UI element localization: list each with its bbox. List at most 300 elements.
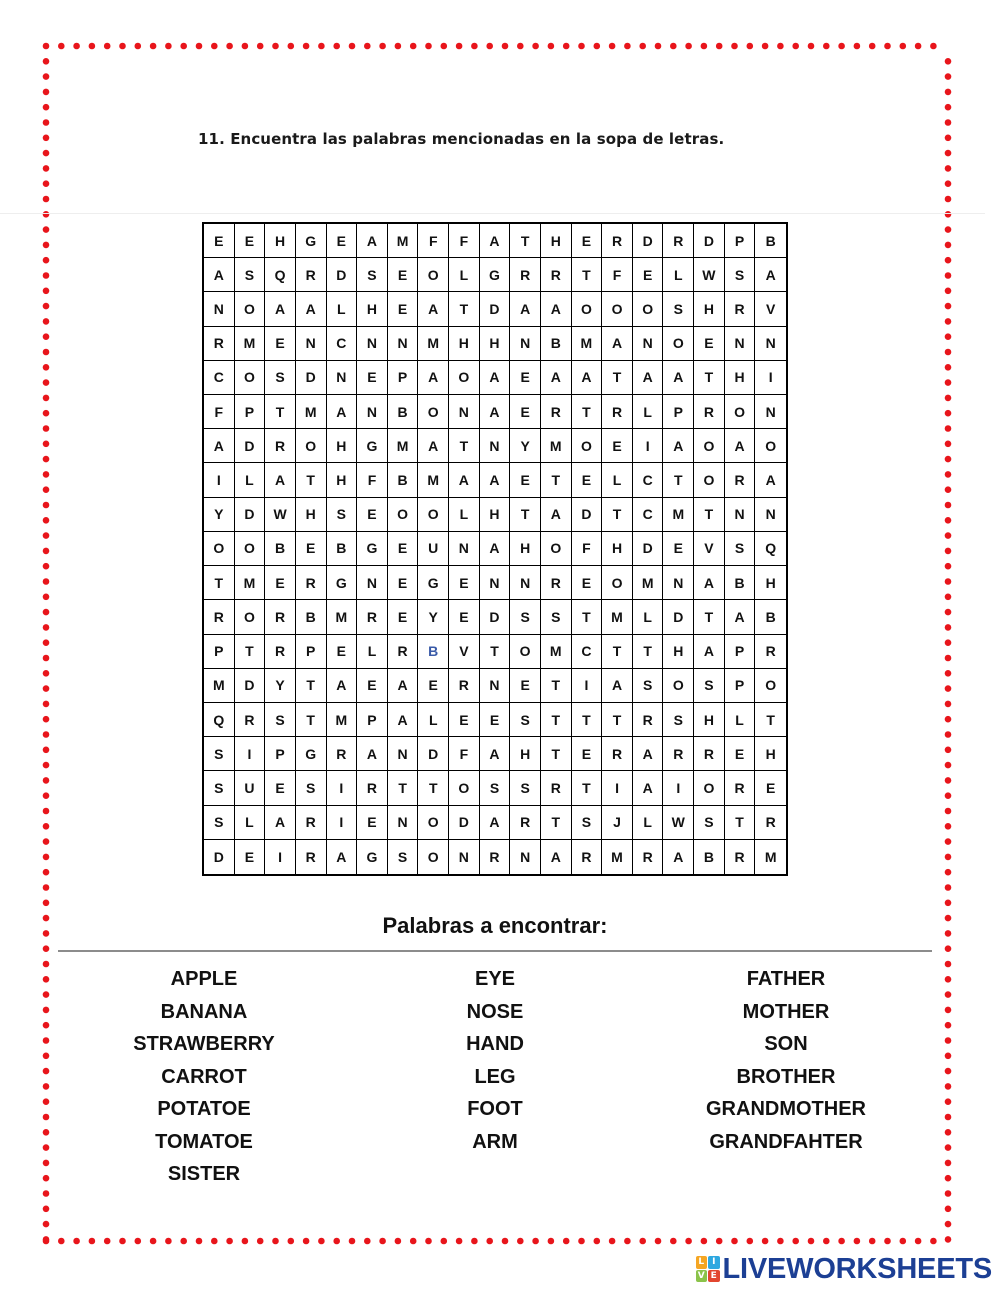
border-dot <box>945 333 952 340</box>
grid-cell: B <box>755 600 786 634</box>
grid-cell: H <box>541 224 572 258</box>
grid-cell: G <box>480 258 511 292</box>
grid-cell: D <box>480 292 511 326</box>
border-dot <box>43 884 50 891</box>
border-dot <box>43 441 50 448</box>
border-dot <box>945 532 952 539</box>
grid-cell: N <box>510 566 541 600</box>
grid-cell: G <box>357 532 388 566</box>
grid-cell: H <box>694 703 725 737</box>
border-dot <box>945 747 952 754</box>
divider <box>0 213 985 214</box>
border-dot <box>43 58 50 65</box>
border-dot <box>43 670 50 677</box>
grid-cell: E <box>418 669 449 703</box>
border-dot <box>43 1129 50 1136</box>
grid-cell: S <box>725 532 756 566</box>
grid-cell: D <box>418 737 449 771</box>
grid-cell: T <box>694 498 725 532</box>
grid-cell: W <box>663 806 694 840</box>
border-dot <box>58 1238 65 1245</box>
border-dot <box>945 639 952 646</box>
grid-cell: R <box>327 737 358 771</box>
border-dot <box>43 257 50 264</box>
grid-cell: E <box>357 669 388 703</box>
grid-cell: E <box>265 327 296 361</box>
grid-cell: A <box>480 463 511 497</box>
grid-cell: G <box>418 566 449 600</box>
grid-cell: A <box>480 361 511 395</box>
grid-cell: E <box>694 327 725 361</box>
border-dot <box>930 43 937 50</box>
border-dot <box>43 43 50 50</box>
grid-cell: L <box>449 498 480 532</box>
grid-cell: S <box>204 771 235 805</box>
border-dot <box>196 43 203 50</box>
border-dot <box>945 73 952 80</box>
word-list-item: NOSE <box>466 1000 524 1023</box>
grid-cell: R <box>235 703 266 737</box>
grid-cell: O <box>694 463 725 497</box>
grid-cell: H <box>449 327 480 361</box>
grid-cell: S <box>663 292 694 326</box>
grid-cell: R <box>204 327 235 361</box>
grid-cell: A <box>357 224 388 258</box>
grid-cell: O <box>449 361 480 395</box>
grid-cell: E <box>357 498 388 532</box>
border-dot <box>945 395 952 402</box>
border-dot <box>104 1238 111 1245</box>
grid-cell: H <box>480 327 511 361</box>
grid-cell: R <box>725 771 756 805</box>
border-dot <box>43 1037 50 1044</box>
grid-cell: Q <box>265 258 296 292</box>
grid-cell: A <box>388 669 419 703</box>
border-dot <box>43 1175 50 1182</box>
grid-cell: N <box>510 327 541 361</box>
grid-cell: A <box>327 840 358 874</box>
border-dot <box>150 43 157 50</box>
grid-cell: M <box>327 600 358 634</box>
border-dot <box>288 43 295 50</box>
grid-cell: A <box>541 292 572 326</box>
grid-cell: E <box>572 737 603 771</box>
grid-cell: H <box>327 463 358 497</box>
grid-cell: O <box>694 429 725 463</box>
border-dot <box>869 43 876 50</box>
border-dot <box>808 43 815 50</box>
border-dot <box>180 43 187 50</box>
grid-cell: R <box>725 463 756 497</box>
grid-cell: A <box>694 566 725 600</box>
border-dot <box>532 1238 539 1245</box>
grid-cell: T <box>296 463 327 497</box>
border-dot <box>456 43 463 50</box>
grid-cell: R <box>449 669 480 703</box>
border-dot <box>792 43 799 50</box>
border-dot <box>43 563 50 570</box>
liveworksheets-logo <box>696 1252 993 1286</box>
border-dot <box>303 1238 310 1245</box>
border-dot <box>915 43 922 50</box>
grid-cell: S <box>296 771 327 805</box>
grid-cell: O <box>510 635 541 669</box>
grid-cell: N <box>663 566 694 600</box>
grid-cell: A <box>725 429 756 463</box>
border-dot <box>364 43 371 50</box>
border-dot <box>945 119 952 126</box>
border-dot <box>43 716 50 723</box>
grid-cell: R <box>755 635 786 669</box>
border-dot <box>701 43 708 50</box>
border-dot <box>563 43 570 50</box>
border-dot <box>945 471 952 478</box>
grid-cell: A <box>357 737 388 771</box>
grid-cell: S <box>204 737 235 771</box>
grid-cell: R <box>541 395 572 429</box>
grid-cell: N <box>755 395 786 429</box>
grid-cell: G <box>296 224 327 258</box>
border-dot <box>945 349 952 356</box>
grid-cell: D <box>480 600 511 634</box>
border-dot <box>945 900 952 907</box>
grid-cell: S <box>204 806 235 840</box>
grid-cell: B <box>388 463 419 497</box>
border-dot <box>945 89 952 96</box>
grid-cell: O <box>296 429 327 463</box>
grid-cell: L <box>663 258 694 292</box>
border-dot <box>43 318 50 325</box>
border-dot <box>747 43 754 50</box>
grid-cell: A <box>755 258 786 292</box>
border-dot <box>43 456 50 463</box>
border-dot <box>43 333 50 340</box>
border-dot <box>945 410 952 417</box>
border-dot <box>945 991 952 998</box>
border-dot <box>945 945 952 952</box>
grid-cell: F <box>418 224 449 258</box>
grid-cell: G <box>296 737 327 771</box>
grid-cell: T <box>541 463 572 497</box>
border-dot <box>945 609 952 616</box>
grid-cell: R <box>510 806 541 840</box>
grid-cell: O <box>725 395 756 429</box>
border-dot <box>165 1238 172 1245</box>
grid-cell: T <box>388 771 419 805</box>
border-dot <box>716 43 723 50</box>
grid-cell: E <box>480 703 511 737</box>
grid-cell: B <box>694 840 725 874</box>
border-dot <box>945 869 952 876</box>
grid-cell: S <box>694 806 725 840</box>
border-dot <box>73 43 80 50</box>
border-dot <box>73 1238 80 1245</box>
border-dot <box>43 288 50 295</box>
grid-cell: L <box>357 635 388 669</box>
grid-cell: A <box>418 429 449 463</box>
border-dot <box>165 43 172 50</box>
border-dot <box>43 532 50 539</box>
grid-cell: R <box>572 840 603 874</box>
border-dot <box>945 777 952 784</box>
border-dot <box>43 119 50 126</box>
border-dot <box>945 578 952 585</box>
grid-cell: E <box>327 635 358 669</box>
border-dot <box>43 1022 50 1029</box>
grid-cell: E <box>510 463 541 497</box>
logo-tile: L <box>696 1256 708 1269</box>
word-column-2 <box>365 963 625 1158</box>
border-dot <box>731 43 738 50</box>
grid-cell: O <box>663 327 694 361</box>
grid-cell: O <box>755 429 786 463</box>
border-dot <box>43 1190 50 1197</box>
border-dot <box>945 1236 952 1243</box>
grid-cell: S <box>357 258 388 292</box>
border-dot <box>425 43 432 50</box>
border-dot <box>823 1238 830 1245</box>
border-dot <box>945 961 952 968</box>
border-dot <box>43 1238 50 1245</box>
border-dot <box>89 43 96 50</box>
grid-cell: M <box>418 463 449 497</box>
grid-cell: A <box>633 771 664 805</box>
border-dot <box>486 1238 493 1245</box>
grid-cell: N <box>204 292 235 326</box>
border-dot <box>43 655 50 662</box>
border-dot <box>211 1238 218 1245</box>
grid-cell: N <box>357 327 388 361</box>
border-dot <box>945 823 952 830</box>
grid-cell: E <box>388 292 419 326</box>
grid-cell: M <box>633 566 664 600</box>
grid-cell: Q <box>755 532 786 566</box>
border-dot <box>379 1238 386 1245</box>
grid-cell: O <box>418 258 449 292</box>
border-dot <box>594 1238 601 1245</box>
border-dot <box>272 1238 279 1245</box>
grid-cell: A <box>480 806 511 840</box>
grid-cell: P <box>725 669 756 703</box>
grid-cell: E <box>388 258 419 292</box>
border-dot <box>945 303 952 310</box>
border-dot <box>945 624 952 631</box>
grid-cell: D <box>694 224 725 258</box>
border-dot <box>945 165 952 172</box>
border-dot <box>945 1144 952 1151</box>
grid-cell: R <box>357 600 388 634</box>
grid-cell: T <box>694 600 725 634</box>
grid-cell: N <box>725 498 756 532</box>
grid-cell: R <box>694 737 725 771</box>
grid-cell: J <box>602 806 633 840</box>
grid-cell: T <box>296 703 327 737</box>
grid-cell: A <box>204 429 235 463</box>
grid-cell: H <box>725 361 756 395</box>
grid-cell: F <box>602 258 633 292</box>
grid-cell: A <box>449 463 480 497</box>
grid-cell: M <box>572 327 603 361</box>
grid-cell: T <box>541 669 572 703</box>
grid-cell: R <box>357 771 388 805</box>
border-dot <box>288 1238 295 1245</box>
grid-cell: U <box>235 771 266 805</box>
border-dot <box>226 1238 233 1245</box>
border-dot <box>945 792 952 799</box>
grid-cell: V <box>755 292 786 326</box>
border-dot <box>43 701 50 708</box>
border-dot <box>257 1238 264 1245</box>
grid-cell: Y <box>418 600 449 634</box>
border-dot <box>578 1238 585 1245</box>
border-dot <box>639 43 646 50</box>
border-dot <box>777 1238 784 1245</box>
grid-cell: N <box>357 566 388 600</box>
grid-cell: H <box>327 429 358 463</box>
border-dot <box>395 43 402 50</box>
grid-cell: P <box>388 361 419 395</box>
border-dot <box>945 1007 952 1014</box>
grid-cell: H <box>296 498 327 532</box>
border-dot <box>43 777 50 784</box>
grid-cell: M <box>602 840 633 874</box>
border-dot <box>43 900 50 907</box>
grid-cell: T <box>694 361 725 395</box>
border-dot <box>43 1206 50 1213</box>
word-list-item: HAND <box>466 1033 524 1055</box>
grid-cell: E <box>235 224 266 258</box>
grid-cell: F <box>449 224 480 258</box>
border-dot <box>777 43 784 50</box>
border-dot <box>242 1238 249 1245</box>
border-dot <box>410 1238 417 1245</box>
grid-cell: I <box>602 771 633 805</box>
border-dot <box>945 456 952 463</box>
grid-cell: A <box>541 361 572 395</box>
border-dot <box>945 1221 952 1228</box>
grid-cell: F <box>449 737 480 771</box>
border-dot <box>43 471 50 478</box>
border-dot <box>43 594 50 601</box>
border-dot <box>869 1238 876 1245</box>
border-dot <box>655 1238 662 1245</box>
grid-cell: H <box>755 566 786 600</box>
grid-cell: F <box>572 532 603 566</box>
border-dot <box>349 1238 356 1245</box>
grid-cell: S <box>510 600 541 634</box>
border-dot <box>945 104 952 111</box>
grid-cell: F <box>204 395 235 429</box>
logo-tile: I <box>708 1256 720 1269</box>
grid-cell: T <box>602 361 633 395</box>
border-dot <box>441 43 448 50</box>
border-dot <box>945 1083 952 1090</box>
grid-cell: A <box>480 395 511 429</box>
border-dot <box>318 43 325 50</box>
border-dot <box>945 1053 952 1060</box>
grid-cell: R <box>541 771 572 805</box>
grid-cell: A <box>755 463 786 497</box>
grid-cell: E <box>510 361 541 395</box>
border-dot <box>135 43 142 50</box>
border-dot <box>43 1236 50 1243</box>
border-dot <box>43 1083 50 1090</box>
border-dot <box>945 1114 952 1121</box>
border-dot <box>823 43 830 50</box>
border-dot <box>854 43 861 50</box>
grid-cell: R <box>265 429 296 463</box>
grid-cell: R <box>204 600 235 634</box>
border-dot <box>43 1007 50 1014</box>
grid-cell: E <box>204 224 235 258</box>
grid-cell: L <box>633 806 664 840</box>
grid-cell: L <box>725 703 756 737</box>
grid-cell: R <box>602 737 633 771</box>
grid-cell: S <box>725 258 756 292</box>
word-list-item: BANANA <box>160 1000 248 1023</box>
border-dot <box>379 43 386 50</box>
border-dot <box>945 838 952 845</box>
border-dot <box>43 1068 50 1075</box>
grid-cell: N <box>357 395 388 429</box>
grid-cell: N <box>296 327 327 361</box>
border-dot <box>945 1022 952 1029</box>
grid-cell: T <box>449 292 480 326</box>
grid-cell: A <box>663 361 694 395</box>
grid-cell: M <box>296 395 327 429</box>
border-dot <box>945 884 952 891</box>
border-dot <box>655 43 662 50</box>
word-list-item: TOMATOE <box>155 1130 253 1153</box>
border-dot <box>945 379 952 386</box>
border-dot <box>945 655 952 662</box>
grid-cell: H <box>510 737 541 771</box>
border-dot <box>43 104 50 111</box>
border-dot <box>502 1238 509 1245</box>
grid-cell: N <box>449 395 480 429</box>
grid-cell: A <box>725 600 756 634</box>
grid-cell: O <box>755 669 786 703</box>
border-dot <box>624 43 631 50</box>
grid-cell: P <box>265 737 296 771</box>
logo-tile: E <box>708 1270 720 1283</box>
border-dot <box>945 1175 952 1182</box>
word-column-1 <box>74 963 334 1191</box>
grid-cell: M <box>235 566 266 600</box>
grid-cell: O <box>388 498 419 532</box>
grid-cell: I <box>633 429 664 463</box>
border-dot <box>43 150 50 157</box>
grid-cell: T <box>510 224 541 258</box>
grid-cell: E <box>388 532 419 566</box>
liveworksheets-icon <box>696 1256 720 1282</box>
border-dot <box>670 1238 677 1245</box>
grid-cell: M <box>663 498 694 532</box>
grid-cell: C <box>633 498 664 532</box>
border-dot <box>43 1098 50 1105</box>
border-dot <box>43 548 50 555</box>
grid-cell: I <box>327 806 358 840</box>
grid-cell: T <box>510 498 541 532</box>
border-dot <box>43 578 50 585</box>
border-dot <box>945 716 952 723</box>
border-dot <box>900 43 907 50</box>
border-dot <box>456 1238 463 1245</box>
border-dot <box>43 624 50 631</box>
word-list-item: GRANDFAHTER <box>709 1130 863 1153</box>
grid-cell: O <box>235 532 266 566</box>
border-dot <box>303 43 310 50</box>
